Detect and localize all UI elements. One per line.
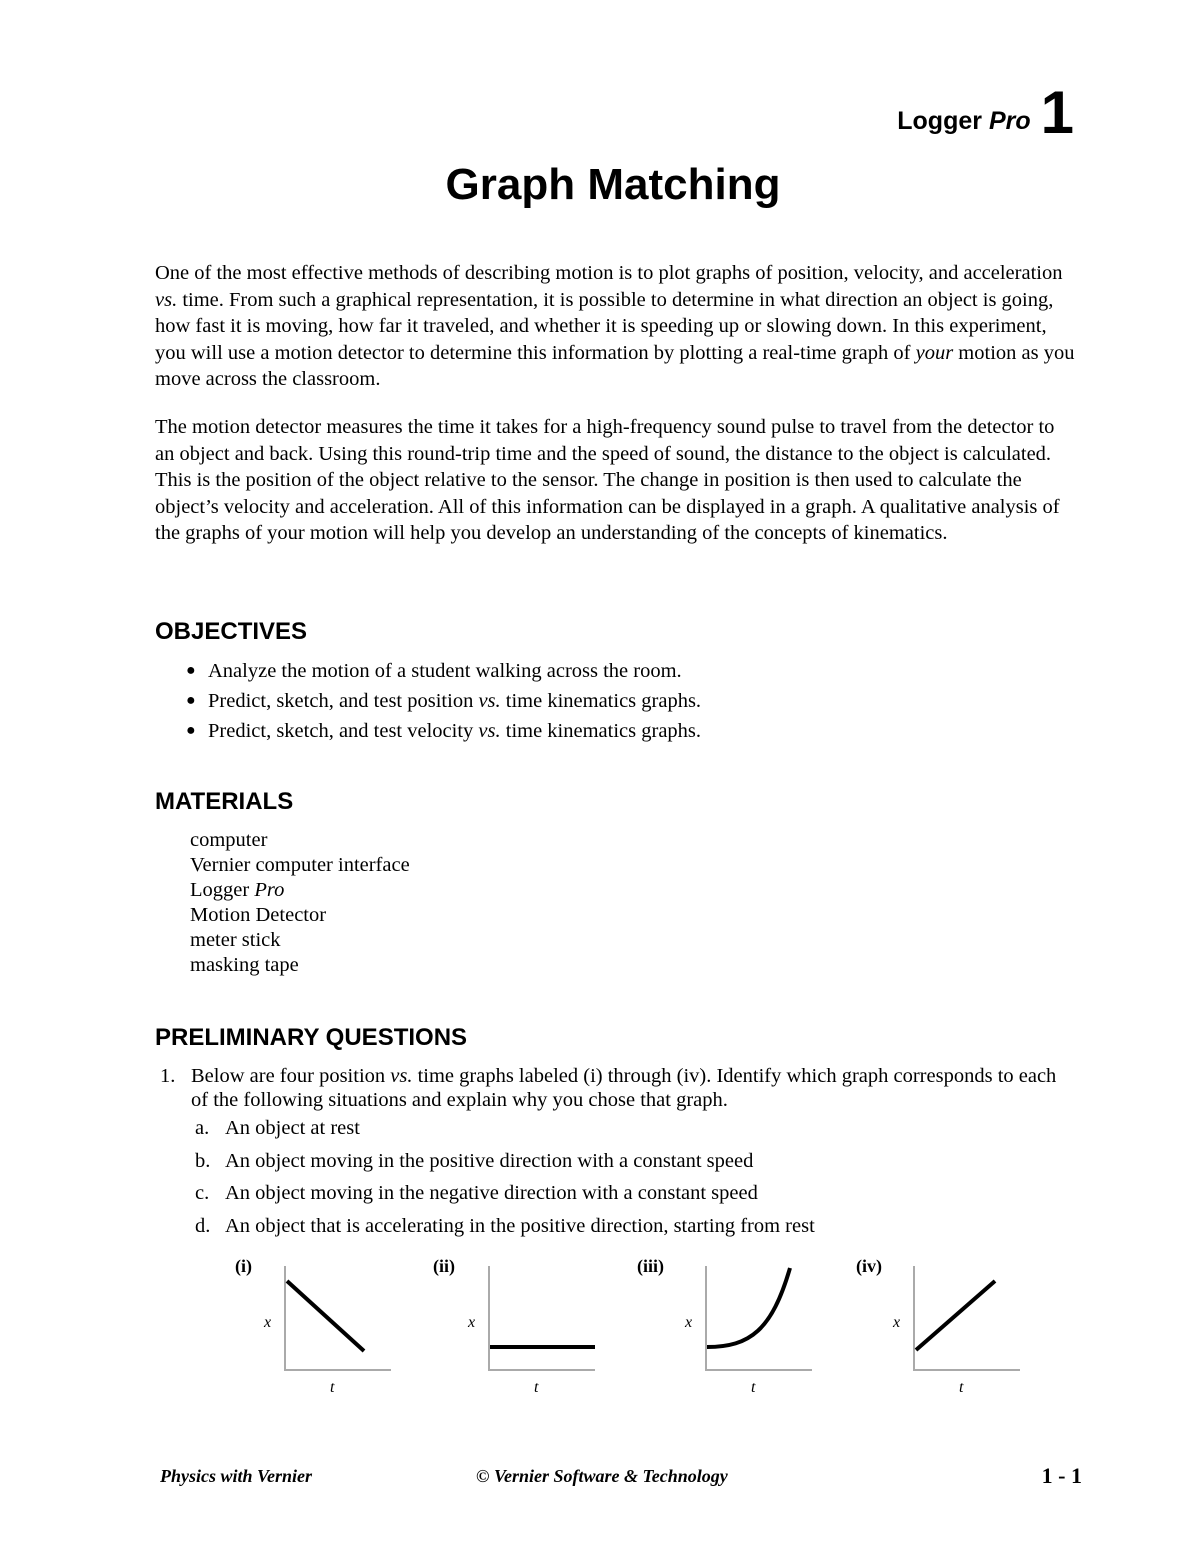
graph-iii-curve	[707, 1268, 790, 1347]
material-item: meter stick	[190, 929, 281, 951]
graph-iii-label: (iii)	[637, 1256, 664, 1276]
graph-iii-axes	[706, 1266, 812, 1370]
graph-i	[235, 1256, 391, 1396]
graph-i-x-label: t	[330, 1379, 335, 1396]
intro-p1-your: your	[915, 341, 954, 364]
footer-copyright: © Vernier Software & Technology	[476, 1466, 728, 1486]
bullet-icon: ●	[186, 662, 196, 679]
graph-iv-label: (iv)	[856, 1256, 882, 1276]
material-logger-pro: Pro	[254, 879, 285, 901]
graph-i-y-label: x	[264, 1314, 272, 1331]
material-item: Vernier computer interface	[190, 854, 410, 876]
graph-ii-label: (ii)	[433, 1256, 455, 1276]
graph-ii-y-label: x	[468, 1314, 476, 1331]
objective-item	[186, 656, 701, 686]
position-time-graphs	[0, 1240, 1200, 1400]
graph-ii-axes	[489, 1266, 595, 1370]
material-item: Motion Detector	[190, 904, 327, 926]
question-options	[195, 1112, 815, 1242]
material-item	[190, 878, 410, 903]
graph-iii-x-label: t	[751, 1379, 756, 1396]
graph-i-curve	[287, 1281, 364, 1351]
option-text: An object moving in the negative direction with a constant speed	[225, 1182, 758, 1204]
footer-book-title: Physics with Vernier	[160, 1466, 313, 1486]
graph-iv-axes	[914, 1266, 1020, 1370]
graph-iv	[856, 1256, 1020, 1396]
page-footer	[0, 1463, 1200, 1496]
option-a	[195, 1112, 815, 1145]
objective-vs: vs.	[478, 720, 501, 742]
graph-ii	[433, 1256, 595, 1396]
bullet-icon: ●	[186, 692, 196, 709]
intro-paragraph-2: The motion detector measures the time it takes for a high-frequency sound pulse to travel from the detector to an object and back. Using this round-trip time and the speed of sound, the distance to the object is calculated. This is the position of the object relative to the sensor. The change in position is then used to calculate the object’s velocity and acceleration. All of this information can be displayed in a graph. A qualitative analysis of the graphs of your motion will help you develop an understanding of the concepts of kinematics.	[155, 416, 1060, 545]
objectives-heading: OBJECTIVES	[155, 618, 308, 645]
product-name	[897, 107, 1030, 135]
material-item: masking tape	[190, 954, 299, 976]
graph-iii	[637, 1256, 812, 1396]
footer-page-number: 1 - 1	[1041, 1463, 1082, 1488]
graph-iii-y-label: x	[685, 1314, 693, 1331]
option-d	[195, 1210, 815, 1243]
page-title: Graph Matching	[445, 160, 781, 209]
objective-text: Analyze the motion of a student walking across the room.	[208, 660, 682, 682]
material-item: computer	[190, 829, 268, 851]
graph-iv-y-label: x	[893, 1314, 901, 1331]
graph-iv-curve	[916, 1281, 995, 1350]
question-text	[191, 1064, 1060, 1112]
intro-p1-text-1: One of the most effective methods of describing motion is to plot graphs of position, velocity, and acceleration	[155, 262, 1063, 284]
objective-text: time kinematics graphs.	[500, 690, 702, 712]
graph-i-axes	[285, 1266, 391, 1370]
option-label: d.	[195, 1214, 211, 1237]
materials-heading: MATERIALS	[155, 788, 294, 815]
option-label: b.	[195, 1149, 211, 1172]
intro-paragraph-1	[155, 260, 1075, 393]
intro-p1-vs: vs.	[155, 288, 178, 311]
graph-i-label: (i)	[235, 1256, 252, 1276]
lab-header	[897, 78, 1074, 147]
question-vs: vs.	[390, 1065, 413, 1087]
question-number: 1.	[160, 1065, 176, 1087]
question-text-2: time graphs labeled (i) through (iv). Identify which graph corresponds to each of the following situations and explain why you chose that graph.	[191, 1065, 1057, 1111]
option-b	[195, 1145, 815, 1178]
option-text: An object moving in the positive direction with a constant speed	[225, 1149, 754, 1172]
objective-item	[186, 686, 701, 716]
bullet-icon: ●	[186, 722, 196, 739]
option-label: a.	[195, 1117, 210, 1139]
option-text: An object at rest	[225, 1117, 360, 1139]
graph-ii-x-label: t	[534, 1379, 539, 1396]
objective-vs: vs.	[478, 690, 501, 712]
material-logger: Logger	[190, 879, 255, 901]
question-text-1: Below are four position	[191, 1065, 391, 1087]
option-text: An object that is accelerating in the positive direction, starting from rest	[225, 1214, 815, 1237]
question-1	[160, 1064, 1060, 1112]
option-label: c.	[195, 1182, 210, 1204]
product-name-text: Logger	[897, 107, 982, 135]
objective-text: Predict, sketch, and test position	[208, 690, 479, 712]
materials-list	[190, 828, 410, 978]
objectives-list	[186, 656, 701, 746]
lab-number: 1	[1040, 79, 1074, 146]
graph-iv-x-label: t	[959, 1379, 964, 1396]
objective-text: time kinematics graphs.	[500, 720, 702, 742]
option-c	[195, 1177, 815, 1210]
objective-item	[186, 716, 701, 746]
objective-text: Predict, sketch, and test velocity	[208, 720, 479, 742]
intro-p1-text-2: time. From such a graphical representation, it is possible to determine in what direction an object is going, how fast it is moving, how far it traveled, and whether it is speeding up or slowing down. In this experiment, you will use a motion detector to determine this information by plotting a real-time graph of	[155, 288, 1054, 364]
intro-p1-text-3: motion as you move across the classroom.	[155, 341, 1075, 391]
preliminary-heading: PRELIMINARY QUESTIONS	[155, 1024, 468, 1051]
product-suffix: Pro	[988, 107, 1031, 135]
